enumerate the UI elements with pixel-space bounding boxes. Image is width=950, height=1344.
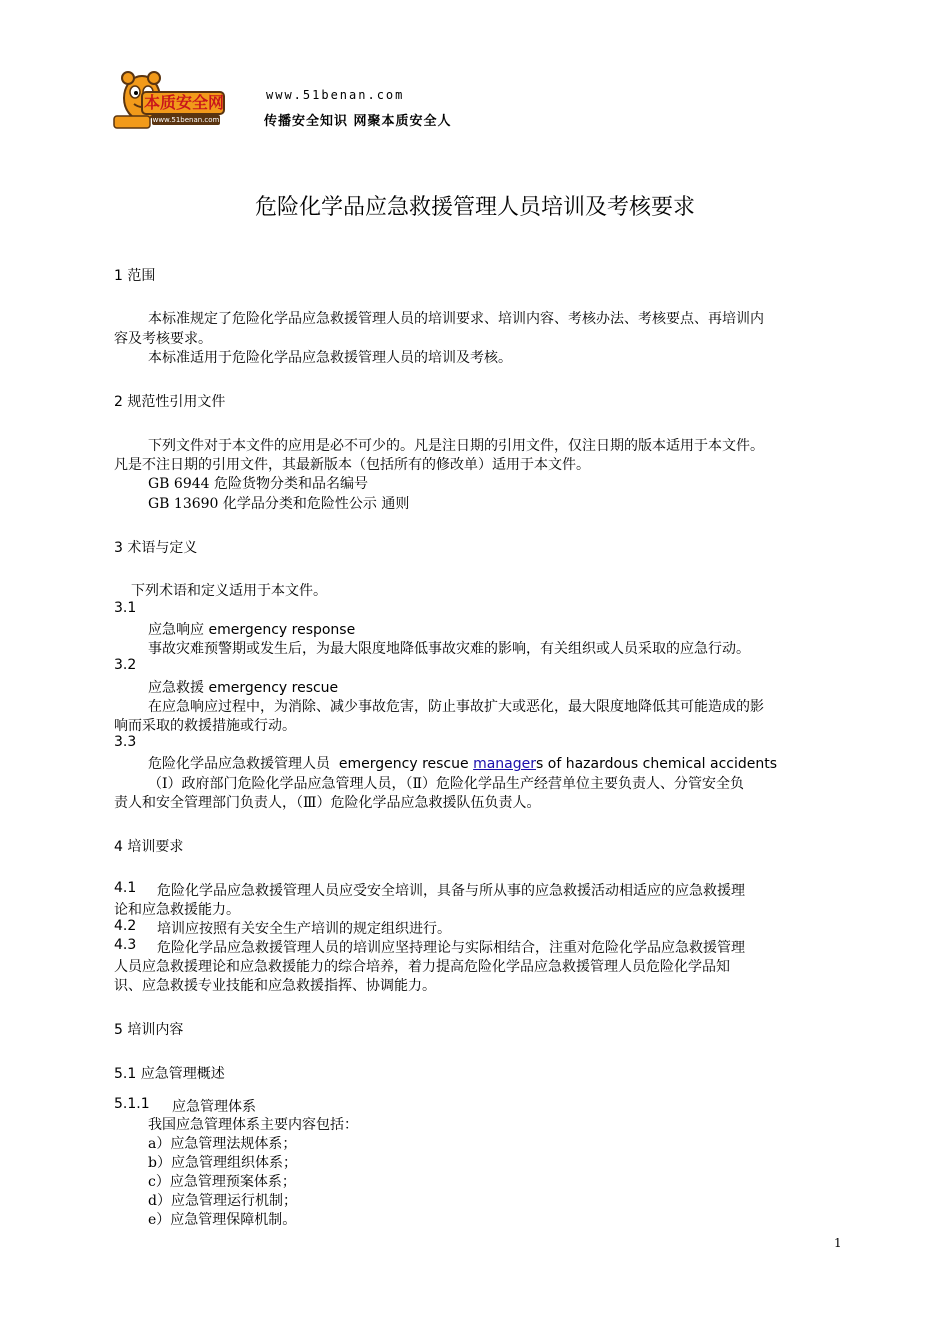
item-4-3-text-b: 人员应急救援理论和应急救援能力的综合培养，着力提高危险化学品应急救援管理人员危险化学品知 xyxy=(114,959,730,975)
section-3-intro: 下列术语和定义适用于本文件。 xyxy=(131,583,327,599)
term-3-3-name-en-2: s of hazardous chemical accidents xyxy=(536,756,778,772)
logo-slogan: 传播安全知识 网聚本质安全人 xyxy=(264,114,452,129)
section-1-para-2: 本标准适用于危险化学品应急救援管理人员的培训及考核。 xyxy=(148,350,512,366)
logo-badge-text: 本质安全网 xyxy=(144,93,225,112)
section-2-heading: 2 规范性引用文件 xyxy=(114,394,226,410)
section-4-heading: 4 培训要求 xyxy=(114,839,184,855)
list-item: c）应急管理预案体系； xyxy=(148,1174,296,1190)
section-1-heading: 1 范围 xyxy=(114,268,156,284)
list-item: e）应急管理保障机制。 xyxy=(148,1212,297,1228)
term-3-2-number: 3.2 xyxy=(114,657,137,673)
term-3-3-definition-b: 责人和安全管理部门负责人，（Ⅲ）危险化学品应急救援队伍负责人。 xyxy=(114,795,541,811)
item-4-3-number: 4.3 xyxy=(114,937,137,953)
logo-badge-url: www.51benan.com xyxy=(152,116,220,124)
item-4-1-number: 4.1 xyxy=(114,880,137,896)
term-3-1-name: 应急响应 emergency response xyxy=(148,622,356,638)
list-item: d）应急管理运行机制； xyxy=(148,1193,297,1209)
term-3-2-definition-b: 响而采取的救援措施或行动。 xyxy=(114,718,296,734)
term-3-3-definition-a: （Ⅰ）政府部门危险化学品应急管理人员，（Ⅱ）危险化学品生产经营单位主要负责人、分管安全负 xyxy=(148,776,745,792)
section-2-ref-1: GB 6944 危险货物分类和品名编号 xyxy=(148,476,369,492)
term-3-3-name xyxy=(148,753,777,773)
page-title: 危险化学品应急救援管理人员培训及考核要求 xyxy=(254,195,695,220)
list-item: b）应急管理组织体系； xyxy=(148,1155,297,1171)
term-3-2-name: 应急救援 emergency rescue xyxy=(148,680,339,696)
term-3-3-name-en-1: emergency rescue xyxy=(330,756,474,772)
term-3-1-number: 3.1 xyxy=(114,600,137,616)
section-3-heading: 3 术语与定义 xyxy=(114,540,198,556)
term-3-3-link[interactable]: manager xyxy=(473,756,537,772)
item-4-1-text-a: 危险化学品应急救援管理人员应受安全培训，具备与所从事的应急救援活动相适应的应急救援理 xyxy=(157,883,745,899)
item-4-3-text-c: 识、应急救援专业技能和应急救援指挥、协调能力。 xyxy=(114,978,436,994)
section-2-para-1b: 凡是不注日期的引用文件，其最新版本（包括所有的修改单）适用于本文件。 xyxy=(114,457,590,473)
item-4-2-text: 培训应按照有关安全生产培训的规定组织进行。 xyxy=(157,921,451,937)
item-4-2-number: 4.2 xyxy=(114,918,137,934)
logo xyxy=(112,68,512,132)
section-2-para-1a: 下列文件对于本文件的应用是必不可少的。凡是注日期的引用文件，仅注日期的版本适用于本文件。 xyxy=(148,438,764,454)
logo-site: www.51benan.com xyxy=(266,88,405,102)
section-5-heading: 5 培训内容 xyxy=(114,1022,184,1038)
section-5-1-heading: 5.1 应急管理概述 xyxy=(114,1066,225,1082)
section-1-para-1b: 容及考核要求。 xyxy=(114,331,212,347)
page-number: 1 xyxy=(834,1236,842,1250)
item-4-1-text-b: 论和应急救援能力。 xyxy=(114,902,240,918)
term-3-2-definition-a: 在应急响应过程中，为消除、减少事故危害，防止事故扩大或恶化，最大限度地降低其可能造成的影 xyxy=(148,699,764,715)
section-5-1-1-number: 5.1.1 xyxy=(114,1096,150,1112)
section-5-1-1-title: 应急管理体系 xyxy=(172,1099,256,1115)
section-1-para-1a: 本标准规定了危险化学品应急救援管理人员的培训要求、培训内容、考核办法、考核要点、再培训内 xyxy=(148,311,764,327)
term-3-3-number: 3.3 xyxy=(114,734,137,750)
item-4-3-text-a: 危险化学品应急救援管理人员的培训应坚持理论与实际相结合，注重对危险化学品应急救援管理 xyxy=(157,940,745,956)
section-5-1-1-intro: 我国应急管理体系主要内容包括： xyxy=(148,1117,358,1133)
section-2-ref-2: GB 13690 化学品分类和危险性公示 通则 xyxy=(148,496,410,512)
term-3-3-name-cn: 危险化学品应急救援管理人员 xyxy=(148,756,330,772)
term-3-1-definition: 事故灾难预警期或发生后，为最大限度地降低事故灾难的影响，有关组织或人员采取的应急行动。 xyxy=(148,641,750,657)
list-item: a）应急管理法规体系； xyxy=(148,1136,297,1152)
